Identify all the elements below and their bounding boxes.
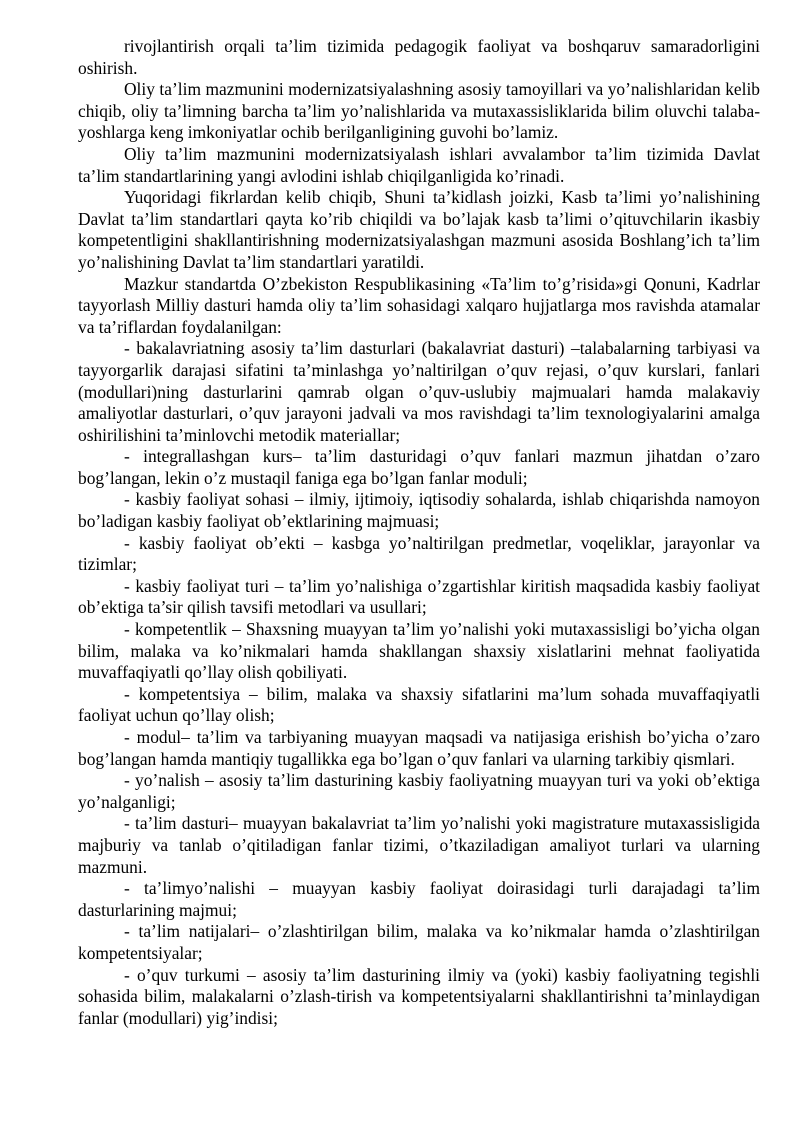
definition-education-program: - ta’lim dasturi– muayyan bakalavriat ta’lim yo’nalishi yoki magistrature mutaxassisligida majburiy va tanlab o’qitiladigan fanlar tizimi, o’tkaziladigan amaliyot turlari va ularning mazmuni.: [78, 813, 760, 877]
definition-bachelor-programs: - bakalavriatning asosiy ta’lim dasturlari (bakalavriat dasturi) –talabalarning tarbiyasi va tayyorgarlik darajasi sifatini ta’minlashga yo’naltirilgan o’quv rejasi, o’quv kurslari, fanlari (modullari)ning dasturlarini qamrab olgan o’quv-uslubiy majmualari hamda malakaviy amaliyotlar dasturlari, o’quv jarayoni jadvali va mos ravishdagi ta’lim texnologiyalarini amalga oshirilishini ta’minlovchi metodik materiallar;: [78, 338, 760, 445]
definition-competency: - kompetentsiya – bilim, malaka va shaxsiy sifatlarini ma’lum sohada muvaffaqiyatli faoliyat uchun qo’llay olish;: [78, 683, 760, 726]
definition-competence: - kompetentlik – Shaxsning muayyan ta’lim yo’nalishi yoki mutaxassisligi bo’yicha olgan bilim, malaka va ko’nikmalari hamda shakllangan shaxsiy xislatlarini mehnat faoliyatida muvaffaqiyatli qo’llay olish qobiliyati.: [78, 619, 760, 683]
paragraph-vocational-standards: Yuqoridagi fikrlardan kelib chiqib, Shuni ta’kidlash joizki, Kasb ta’limi yo’nalishining Davlat ta’lim standartlari qayta ko’rib chiqildi va bo’lajak kasb ta’limi o’qituvchilarin ikasbiy kompetentligini shakllantirishning modernizatsiyalashgan mazmuni asosida Boshlang’ich ta’lim yo’nalishining Davlat ta’lim standartlari yaratildi.: [78, 187, 760, 272]
paragraph-state-standards: Oliy ta’lim mazmunini modernizatsiyalash ishlari avvalambor ta’lim tizimida Davlat ta’lim standartlarining yangi avlodini ishlab chiqilganligida ko’rinadi.: [78, 143, 760, 186]
definition-professional-object: - kasbiy faoliyat ob’ekti – kasbga yo’naltirilgan predmetlar, voqeliklar, jarayonlar va tizimlar;: [78, 532, 760, 575]
paragraph-terms-intro: Mazkur standartda O’zbekiston Respublikasining «Ta’lim to’g’risida»gi Qonuni, Kadrlar tayyorlash Milliy dasturi hamda oliy ta’lim sohasidagi xalqaro hujjatlarga mos ravishda atamalar va ta’riflardan foydalanilgan:: [78, 273, 760, 337]
definition-professional-field: - kasbiy faoliyat sohasi – ilmiy, ijtimoiy, iqtisodiy sohalarda, ishlab chiqarishda namoyon bo’ladigan kasbiy faoliyat ob’ektlarining majmuasi;: [78, 489, 760, 532]
definition-education-direction: - ta’limyo’nalishi – muayyan kasbiy faoliyat doirasidagi turli darajadagi ta’lim dasturlarining majmui;: [78, 878, 760, 920]
definition-integrated-course: - integrallashgan kurs– ta’lim dasturidagi o’quv fanlari mazmun jihatdan o’zaro bog’langan, lekin o’z mustaqil faniga ega bo’lgan fanlar moduli;: [78, 446, 760, 488]
document-page: [78, 36, 760, 1029]
definition-professional-activity-type: - kasbiy faoliyat turi – ta’lim yo’nalishiga o’zgartishlar kiritish maqsadida kasbiy faoliyat ob’ektiga ta’sir qilish tavsifi metodlari va usullari;: [78, 575, 760, 618]
definition-learning-outcomes: - ta’lim natijalari– o’zlashtirilgan bilim, malaka va ko’nikmalar hamda o’zlashtirilgan kompetentsiyalar;: [78, 921, 760, 963]
definition-study-cluster: - o’quv turkumi – asosiy ta’lim dasturining ilmiy va (yoki) kasbiy faoliyatning tegishli sohasida bilim, malakalarni o’zlash-tirish va kompetentsiyalarni shakllantirishni ta’minlaydigan fanlar (modullari) yig’indisi;: [78, 964, 760, 1028]
continuation-paragraph: rivojlantirish orqali ta’lim tizimida pedagogik faoliyat va boshqaruv samaradorligini oshirish.: [78, 36, 760, 78]
definition-direction: - yo’nalish – asosiy ta’lim dasturining kasbiy faoliyatning muayyan turi va yoki ob’ektiga yo’nalganligi;: [78, 770, 760, 812]
definition-module: - modul– ta’lim va tarbiyaning muayyan maqsadi va natijasiga erishish bo’yicha o’zaro bog’langan hamda mantiqiy tugallikka ega bo’lgan o’quv fanlari va ularning tarkibiy qismlari.: [78, 727, 760, 769]
paragraph-modernization-principles: Oliy ta’lim mazmunini modernizatsiyalashning asosiy tamoyillari va yo’nalishlaridan kelib chiqib, oliy ta’limning barcha ta’lim yo’nalishlarida va mutaxassisliklarida bilim oluvchi talaba-yoshlarga keng imkoniyatlar ochib berilganligining guvohi bo’lamiz.: [78, 79, 760, 143]
